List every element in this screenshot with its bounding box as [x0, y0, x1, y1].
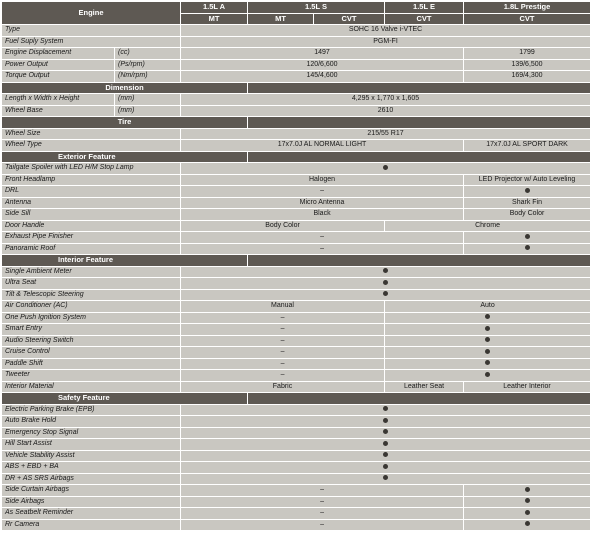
spec-label: Electric Parking Brake (EPB) [2, 404, 181, 416]
spec-unit: (mm) [115, 105, 181, 117]
spec-row [2, 462, 591, 474]
spec-label: Wheel Base [2, 105, 115, 117]
spec-value-dot [464, 496, 591, 508]
spec-label: Engine Displacement [2, 48, 115, 60]
bullet-dot-icon [383, 441, 388, 446]
spec-unit: (Nm/rpm) [115, 71, 181, 83]
spec-label: Tweeter [2, 370, 181, 382]
spec-label: Fuel Suply System [2, 36, 181, 48]
bullet-dot-icon [383, 475, 388, 480]
spec-row [2, 508, 591, 520]
spec-label: Paddle Shift [2, 358, 181, 370]
spec-label: Smart Entry [2, 324, 181, 336]
spec-value: 169/4,300 [464, 71, 591, 83]
spec-row [2, 324, 591, 336]
section-title: Exterior Feature [2, 151, 248, 163]
spec-value-dot [385, 347, 591, 359]
spec-value-dot [181, 278, 591, 290]
spec-row [2, 105, 591, 117]
spec-label: Door Handle [2, 220, 181, 232]
bullet-dot-icon [383, 464, 388, 469]
spec-value: – [181, 370, 385, 382]
bullet-dot-icon [383, 429, 388, 434]
spec-row [2, 209, 591, 221]
spec-row [2, 71, 591, 83]
spec-row [2, 243, 591, 255]
variant-name: 1.5L S [248, 2, 385, 14]
bullet-dot-icon [485, 372, 490, 377]
spec-label: Air Conditioner (AC) [2, 301, 181, 313]
spec-row [2, 25, 591, 37]
transmission-label: CVT [385, 13, 464, 25]
section-header-fill [248, 255, 591, 267]
section-header-row [2, 255, 591, 267]
spec-label: Tailgate Spoiler with LED H/M Stop Lamp [2, 163, 181, 175]
spec-row [2, 496, 591, 508]
spec-value: – [181, 519, 464, 531]
spec-row [2, 335, 591, 347]
spec-value: 120/6,600 [181, 59, 464, 71]
bullet-dot-icon [485, 326, 490, 331]
spec-label: Ultra Seat [2, 278, 181, 290]
spec-value-dot [181, 416, 591, 428]
spec-label: Tilt & Telescopic Steering [2, 289, 181, 301]
spec-value-dot [181, 427, 591, 439]
spec-row [2, 140, 591, 152]
spec-value: 215/55 R17 [181, 128, 591, 140]
spec-row [2, 404, 591, 416]
variant-name: 1.5L E [385, 2, 464, 14]
spec-row [2, 174, 591, 186]
bullet-dot-icon [525, 498, 530, 503]
section-header-fill [248, 82, 591, 94]
spec-row [2, 312, 591, 324]
section-header-row [2, 393, 591, 405]
spec-value: 2610 [181, 105, 591, 117]
spec-value-dot [181, 462, 591, 474]
spec-label: Length x Width x Height [2, 94, 115, 106]
spec-row [2, 289, 591, 301]
spec-row [2, 232, 591, 244]
section-title: Dimension [2, 82, 248, 94]
spec-row [2, 48, 591, 60]
spec-value-dot [181, 163, 591, 175]
spec-row [2, 450, 591, 462]
spec-value: – [181, 186, 464, 198]
spec-row [2, 128, 591, 140]
spec-row [2, 485, 591, 497]
spec-value-dot [464, 232, 591, 244]
section-title: Safety Feature [2, 393, 248, 405]
spec-label: DRL [2, 186, 181, 198]
transmission-label: MT [181, 13, 248, 25]
spec-label: Power Output [2, 59, 115, 71]
spec-label: Wheel Type [2, 140, 181, 152]
spec-row [2, 266, 591, 278]
spec-unit: (cc) [115, 48, 181, 60]
section-title: Interior Feature [2, 255, 248, 267]
bullet-dot-icon [383, 418, 388, 423]
spec-value-dot [181, 473, 591, 485]
spec-value-dot [464, 519, 591, 531]
spec-row [2, 186, 591, 198]
spec-label: Panoramic Roof [2, 243, 181, 255]
bullet-dot-icon [525, 510, 530, 515]
spec-label: Side Airbags [2, 496, 181, 508]
spec-value: – [181, 324, 385, 336]
spec-value: Chrome [385, 220, 591, 232]
spec-value: – [181, 335, 385, 347]
spec-value: Shark Fin [464, 197, 591, 209]
spec-row [2, 519, 591, 531]
spec-value: Body Color [464, 209, 591, 221]
spec-value: 1799 [464, 48, 591, 60]
transmission-label: CVT [314, 13, 385, 25]
spec-label: Rr Camera [2, 519, 181, 531]
spec-label: Torque Output [2, 71, 115, 83]
section-header-fill [248, 117, 591, 129]
spec-row [2, 427, 591, 439]
spec-value-dot [464, 186, 591, 198]
section-header-row [2, 151, 591, 163]
spec-value: Leather Seat [385, 381, 464, 393]
spec-value: – [181, 232, 464, 244]
spec-label: Type [2, 25, 181, 37]
spec-value: PGM-FI [181, 36, 591, 48]
spec-value: 17x7.0J AL SPORT DARK [464, 140, 591, 152]
spec-label: Exhaust Pipe Finisher [2, 232, 181, 244]
spec-label: Wheel Size [2, 128, 181, 140]
variant-name: 1.5L A [181, 2, 248, 14]
spec-label: DR + AS SRS Airbags [2, 473, 181, 485]
spec-row [2, 278, 591, 290]
spec-label: ABS + EBD + BA [2, 462, 181, 474]
spec-label: Auto Brake Hold [2, 416, 181, 428]
spec-label: Antenna [2, 197, 181, 209]
spec-label: Cruise Control [2, 347, 181, 359]
bullet-dot-icon [383, 268, 388, 273]
spec-value: Fabric [181, 381, 385, 393]
spec-value: – [181, 312, 385, 324]
spec-value-dot [385, 358, 591, 370]
spec-label: Side Sill [2, 209, 181, 221]
spec-value-dot [385, 324, 591, 336]
spec-value-dot [181, 289, 591, 301]
spec-label: Front Headlamp [2, 174, 181, 186]
spec-value-dot [181, 450, 591, 462]
bullet-dot-icon [485, 360, 490, 365]
spec-label: Interior Material [2, 381, 181, 393]
spec-value: Manual [181, 301, 385, 313]
bullet-dot-icon [525, 234, 530, 239]
spec-value: 1497 [181, 48, 464, 60]
section-header-fill [248, 393, 591, 405]
transmission-label: CVT [464, 13, 591, 25]
spec-row [2, 301, 591, 313]
spec-value: – [181, 496, 464, 508]
bullet-dot-icon [383, 406, 388, 411]
spec-value: Halogen [181, 174, 464, 186]
spec-label: One Push Ignition System [2, 312, 181, 324]
spec-row [2, 220, 591, 232]
spec-row [2, 381, 591, 393]
spec-value: LED Projector w/ Auto Leveling [464, 174, 591, 186]
spec-label: Vehicle Stability Assist [2, 450, 181, 462]
spec-value: – [181, 347, 385, 359]
variant-name: 1.8L Prestige [464, 2, 591, 14]
spec-value: 145/4,600 [181, 71, 464, 83]
spec-unit: (Ps/rpm) [115, 59, 181, 71]
bullet-dot-icon [383, 452, 388, 457]
spec-row [2, 163, 591, 175]
variant-header-row [2, 2, 591, 14]
spec-row [2, 358, 591, 370]
bullet-dot-icon [383, 165, 388, 170]
bullet-dot-icon [525, 188, 530, 193]
section-header-fill [248, 151, 591, 163]
engine-header: Engine [2, 2, 181, 25]
bullet-dot-icon [383, 280, 388, 285]
bullet-dot-icon [525, 487, 530, 492]
spec-value: Micro Antenna [181, 197, 464, 209]
spec-value: 139/6,500 [464, 59, 591, 71]
spec-row [2, 36, 591, 48]
spec-value: Body Color [181, 220, 385, 232]
spec-value: – [181, 243, 464, 255]
bullet-dot-icon [525, 521, 530, 526]
spec-value-dot [181, 404, 591, 416]
spec-row [2, 473, 591, 485]
spec-value-dot [464, 243, 591, 255]
spec-row [2, 370, 591, 382]
bullet-dot-icon [485, 314, 490, 319]
section-title: Tire [2, 117, 248, 129]
spec-value: – [181, 485, 464, 497]
spec-row [2, 416, 591, 428]
spec-value: – [181, 508, 464, 520]
spec-value-dot [385, 312, 591, 324]
spec-table [1, 1, 591, 531]
spec-value-dot [464, 508, 591, 520]
spec-row [2, 439, 591, 451]
bullet-dot-icon [485, 337, 490, 342]
spec-label: Emergency Stop Signal [2, 427, 181, 439]
spec-label: Audio Steering Switch [2, 335, 181, 347]
bullet-dot-icon [383, 291, 388, 296]
spec-value: 4,295 x 1,770 x 1,605 [181, 94, 591, 106]
spec-unit: (mm) [115, 94, 181, 106]
spec-label: Hill Start Assist [2, 439, 181, 451]
spec-value: Auto [385, 301, 591, 313]
spec-value-dot [385, 370, 591, 382]
spec-row [2, 94, 591, 106]
spec-value: 17x7.0J AL NORMAL LIGHT [181, 140, 464, 152]
spec-label: As Seatbelt Reminder [2, 508, 181, 520]
bullet-dot-icon [525, 245, 530, 250]
spec-row [2, 197, 591, 209]
transmission-label: MT [248, 13, 314, 25]
spec-row [2, 347, 591, 359]
spec-row [2, 59, 591, 71]
bullet-dot-icon [485, 349, 490, 354]
section-header-row [2, 82, 591, 94]
spec-value: Leather Interior [464, 381, 591, 393]
spec-value: Black [181, 209, 464, 221]
spec-value-dot [385, 335, 591, 347]
spec-value-dot [181, 266, 591, 278]
spec-value: SOHC 16 Valve i-VTEC [181, 25, 591, 37]
spec-label: Side Curtain Airbags [2, 485, 181, 497]
spec-value-dot [181, 439, 591, 451]
spec-value: – [181, 358, 385, 370]
section-header-row [2, 117, 591, 129]
spec-value-dot [464, 485, 591, 497]
spec-label: Single Ambient Meter [2, 266, 181, 278]
